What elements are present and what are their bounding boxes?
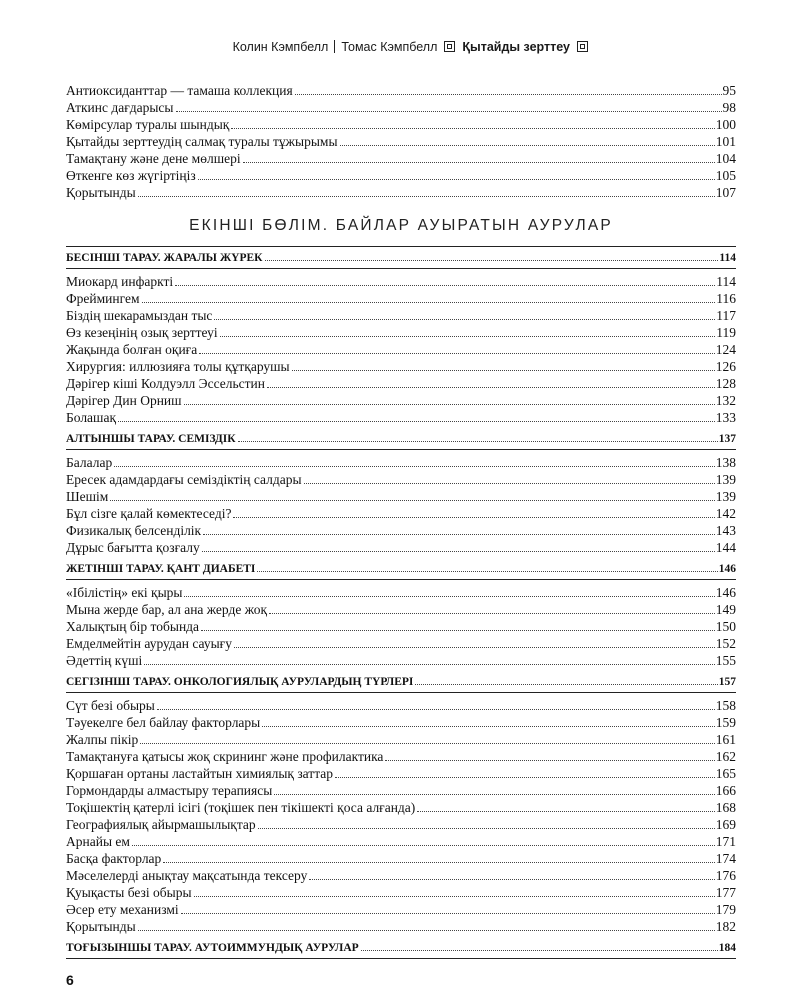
entry-title: Сүт безі обыры [66,698,155,713]
toc-chapter-row[interactable] [66,561,736,580]
dot-leader [144,664,715,665]
dot-leader [231,128,714,129]
dot-leader [292,370,715,371]
entry-page-number: 152 [715,636,736,651]
toc-entry-row[interactable] [66,714,736,731]
entry-page-number: 176 [715,868,736,883]
dot-leader [340,145,715,146]
header-separator [334,40,335,53]
toc-entry-row[interactable] [66,884,736,901]
entry-page-number: 114 [719,252,736,264]
entry-page-number: 174 [715,851,736,866]
dot-leader [110,500,714,501]
entry-page-number: 142 [715,506,736,521]
entry-title: Жалпы пікір [66,732,139,747]
toc-entry-row[interactable] [66,918,736,935]
chapter-title: БЕСІНШІ ТАРАУ. ЖАРАЛЫ ЖҮРЕК [66,252,263,264]
entry-page-number: 137 [718,433,736,445]
toc-entry-row[interactable] [66,748,736,765]
toc-entry-row[interactable] [66,290,736,307]
entry-title: Болашақ [66,410,116,425]
entry-page-number: 116 [716,291,736,306]
entry-title: Біздің шекарамыздан тыс [66,308,213,323]
dot-leader [258,828,715,829]
entry-title: Қорытынды [66,185,136,200]
entry-page-number: 95 [722,83,736,98]
dot-leader [267,387,715,388]
toc-entry-row[interactable] [66,341,736,358]
entry-page-number: 155 [715,653,736,668]
toc-entry-row[interactable] [66,307,736,324]
toc-entry-row[interactable] [66,901,736,918]
header-author-1: Колин Кэмпбелл [232,40,329,54]
dot-leader [176,111,722,112]
toc-entry-row[interactable] [66,116,736,133]
entry-page-number: 166 [715,783,736,798]
entry-page-number: 150 [715,619,736,634]
toc-entry-row[interactable] [66,150,736,167]
toc-entry-row[interactable] [66,392,736,409]
entry-title: Өткенге көз жүгіртіңіз [66,168,196,183]
entry-page-number: 169 [715,817,736,832]
dot-leader [309,879,714,880]
dot-leader [132,845,715,846]
entry-page-number: 105 [715,168,736,183]
dot-leader [140,743,714,744]
toc-entry-row[interactable] [66,167,736,184]
toc-entry-row[interactable] [66,833,736,850]
entry-page-number: 119 [716,325,736,340]
entry-title: Тамақтануға қатысы жоқ скрининг және профилактика [66,749,384,764]
dot-leader [184,404,715,405]
dot-leader [295,94,722,95]
entry-page-number: 132 [715,393,736,408]
dot-leader [304,483,715,484]
entry-page-number: 100 [715,117,736,132]
dot-leader [175,285,715,286]
ornament-icon [444,41,455,52]
dot-leader [203,534,715,535]
dot-leader [274,794,714,795]
entry-page-number: 138 [715,455,736,470]
entry-title: Миокард инфаркті [66,274,174,289]
dot-leader [194,896,715,897]
toc-entry-row[interactable] [66,799,736,816]
dot-leader [335,777,715,778]
dot-leader [262,726,715,727]
entry-page-number: 133 [715,410,736,425]
entry-title: Қуықасты безі обыры [66,885,192,900]
entry-page-number: 158 [715,698,736,713]
entry-page-number: 114 [716,274,736,289]
header-book-title: Қытайды зерттеу [462,40,570,54]
toc-entry-row[interactable] [66,409,736,426]
entry-title: Дұрыс бағытта қозғалу [66,540,200,555]
entry-title: Антиоксиданттар — тамаша коллекция [66,83,293,98]
dot-leader [142,302,716,303]
dot-leader [157,709,715,710]
entry-title: Өз кезеңінің озық зерттеуі [66,325,218,340]
entry-page-number: 162 [715,749,736,764]
toc-entry-row[interactable] [66,697,736,714]
entry-title: «Ібілістің» екі қыры [66,585,183,600]
toc-entry-row[interactable] [66,584,736,601]
dot-leader [118,421,715,422]
toc-chapter-row[interactable] [66,431,736,450]
running-header [0,40,800,54]
entry-title: Емделмейтін аурудан сауығу [66,636,232,651]
dot-leader [243,162,715,163]
entry-page-number: 149 [715,602,736,617]
toc-entry-row[interactable] [66,539,736,556]
dot-leader [202,551,715,552]
toc-entry-row[interactable] [66,618,736,635]
entry-title: Тамақтану және дене мөлшері [66,151,241,166]
toc-entry-row[interactable] [66,471,736,488]
dot-leader [269,613,715,614]
toc-entry-row[interactable] [66,731,736,748]
toc-entry-row[interactable] [66,488,736,505]
toc-entry-row[interactable] [66,133,736,150]
toc-entry-row[interactable] [66,850,736,867]
toc-entry-row[interactable] [66,454,736,471]
page-number: 6 [66,972,74,988]
entry-title: Гормондарды алмастыру терапиясы [66,783,273,798]
entry-title: Мәселелерді анықтау мақсатында тексеру [66,868,308,883]
dot-leader [234,647,715,648]
header-author-2: Томас Кэмпбелл [341,40,438,54]
entry-title: Тоқішектің қатерлі ісігі (тоқішек пен тікішекті қоса алғанда) [66,800,416,815]
toc-entry-row[interactable] [66,867,736,884]
entry-title: Арнайы ем [66,834,130,849]
entry-page-number: 161 [715,732,736,747]
dot-leader [184,596,714,597]
entry-title: Балалар [66,455,113,470]
entry-title: Жақында болған оқиға [66,342,198,357]
dot-leader [214,319,715,320]
entry-page-number: 171 [715,834,736,849]
entry-title: Ересек адамдардағы семіздіктің салдары [66,472,302,487]
dot-leader [198,179,715,180]
dot-leader [233,517,714,518]
toc-chapter-row[interactable] [66,674,736,693]
dot-leader [265,260,719,261]
entry-page-number: 126 [715,359,736,374]
toc-entry-row[interactable] [66,652,736,669]
entry-title: Аткинс дағдарысы [66,100,174,115]
entry-page-number: 107 [715,185,736,200]
entry-page-number: 101 [715,134,736,149]
dot-leader [220,336,716,337]
entry-title: Дәрігер кіші Колдуэлл Эссельстин [66,376,265,391]
toc-entry-row[interactable] [66,82,736,99]
entry-title: Шешім [66,489,109,504]
entry-title: Әсер ету механизмі [66,902,179,917]
toc-chapter-row[interactable] [66,246,736,269]
entry-title: Дәрігер Дин Орниш [66,393,182,408]
part-title: ЕКІНШІ БӨЛІМ. БАЙЛАР АУЫРАТЫН АУРУЛАР [189,217,613,234]
toc-chapter-row[interactable] [66,940,736,959]
entry-page-number: 165 [715,766,736,781]
entry-page-number: 157 [718,676,736,688]
dot-leader [181,913,715,914]
entry-page-number: 143 [715,523,736,538]
entry-title: Әдеттің күші [66,653,143,668]
entry-page-number: 182 [715,919,736,934]
dot-leader [199,353,715,354]
entry-page-number: 168 [715,800,736,815]
toc-entry-row[interactable] [66,324,736,341]
entry-page-number: 184 [718,942,736,954]
entry-page-number: 139 [715,472,736,487]
entry-title: Халықтың бір тобында [66,619,200,634]
entry-title: Қорытынды [66,919,136,934]
entry-title: Басқа факторлар [66,851,162,866]
entry-title: Хирургия: иллюзияға толы құтқарушы [66,359,290,374]
dot-leader [114,466,715,467]
toc-entry-row[interactable] [66,375,736,392]
toc-entry-row[interactable] [66,601,736,618]
toc-entry-row[interactable] [66,184,736,201]
entry-title: Бұл сізге қалай көмектеседі? [66,506,232,521]
entry-page-number: 179 [715,902,736,917]
toc-entry-row[interactable] [66,505,736,522]
entry-page-number: 98 [722,100,736,115]
chapter-title: СЕГІЗІНШІ ТАРАУ. ОНКОЛОГИЯЛЫҚ АУРУЛАРДЫҢ ТҮРЛЕРІ [66,676,414,688]
toc-entry-row[interactable] [66,358,736,375]
entry-page-number: 117 [716,308,736,323]
entry-page-number: 128 [715,376,736,391]
toc-entry-row[interactable] [66,99,736,116]
toc-entry-row[interactable] [66,765,736,782]
entry-page-number: 144 [715,540,736,555]
entry-title: Физикалық белсенділік [66,523,202,538]
dot-leader [138,196,715,197]
dot-leader [138,930,715,931]
entry-page-number: 124 [715,342,736,357]
entry-title: Қоршаған ортаны ластайтын химиялық заттар [66,766,334,781]
entry-title: Көмірсулар туралы шындық [66,117,230,132]
entry-title: Тәуекелге бел байлау факторлары [66,715,261,730]
dot-leader [163,862,714,863]
entry-page-number: 139 [715,489,736,504]
dot-leader [417,811,714,812]
entry-title: Географиялық айырмашылықтар [66,817,256,832]
entry-page-number: 146 [715,585,736,600]
dot-leader [361,950,718,951]
toc-entry-row[interactable] [66,782,736,799]
ornament-icon [577,41,588,52]
toc-entry-row[interactable] [66,522,736,539]
entry-title: Мына жерде бар, ал ана жерде жоқ [66,602,268,617]
dot-leader [415,684,717,685]
dot-leader [385,760,714,761]
chapter-title: ТОҒЫЗЫНШЫ ТАРАУ. АУТОИММУНДЫҚ АУРУЛАР [66,942,359,954]
dot-leader [238,441,718,442]
toc-entry-row[interactable] [66,816,736,833]
entry-title: Фреймингем [66,291,140,306]
entry-page-number: 104 [715,151,736,166]
toc-entry-row[interactable] [66,635,736,652]
entry-title: Қытайды зерттеудің салмақ туралы тұжырымы [66,134,338,149]
chapter-title: АЛТЫНШЫ ТАРАУ. СЕМІЗДІК [66,433,236,445]
toc-entry-row[interactable] [66,273,736,290]
dot-leader [201,630,715,631]
entry-page-number: 159 [715,715,736,730]
dot-leader [257,571,717,572]
chapter-title: ЖЕТІНШІ ТАРАУ. ҚАНТ ДИАБЕТІ [66,563,256,575]
entry-page-number: 177 [715,885,736,900]
table-of-contents [66,82,736,959]
entry-page-number: 146 [718,563,736,575]
